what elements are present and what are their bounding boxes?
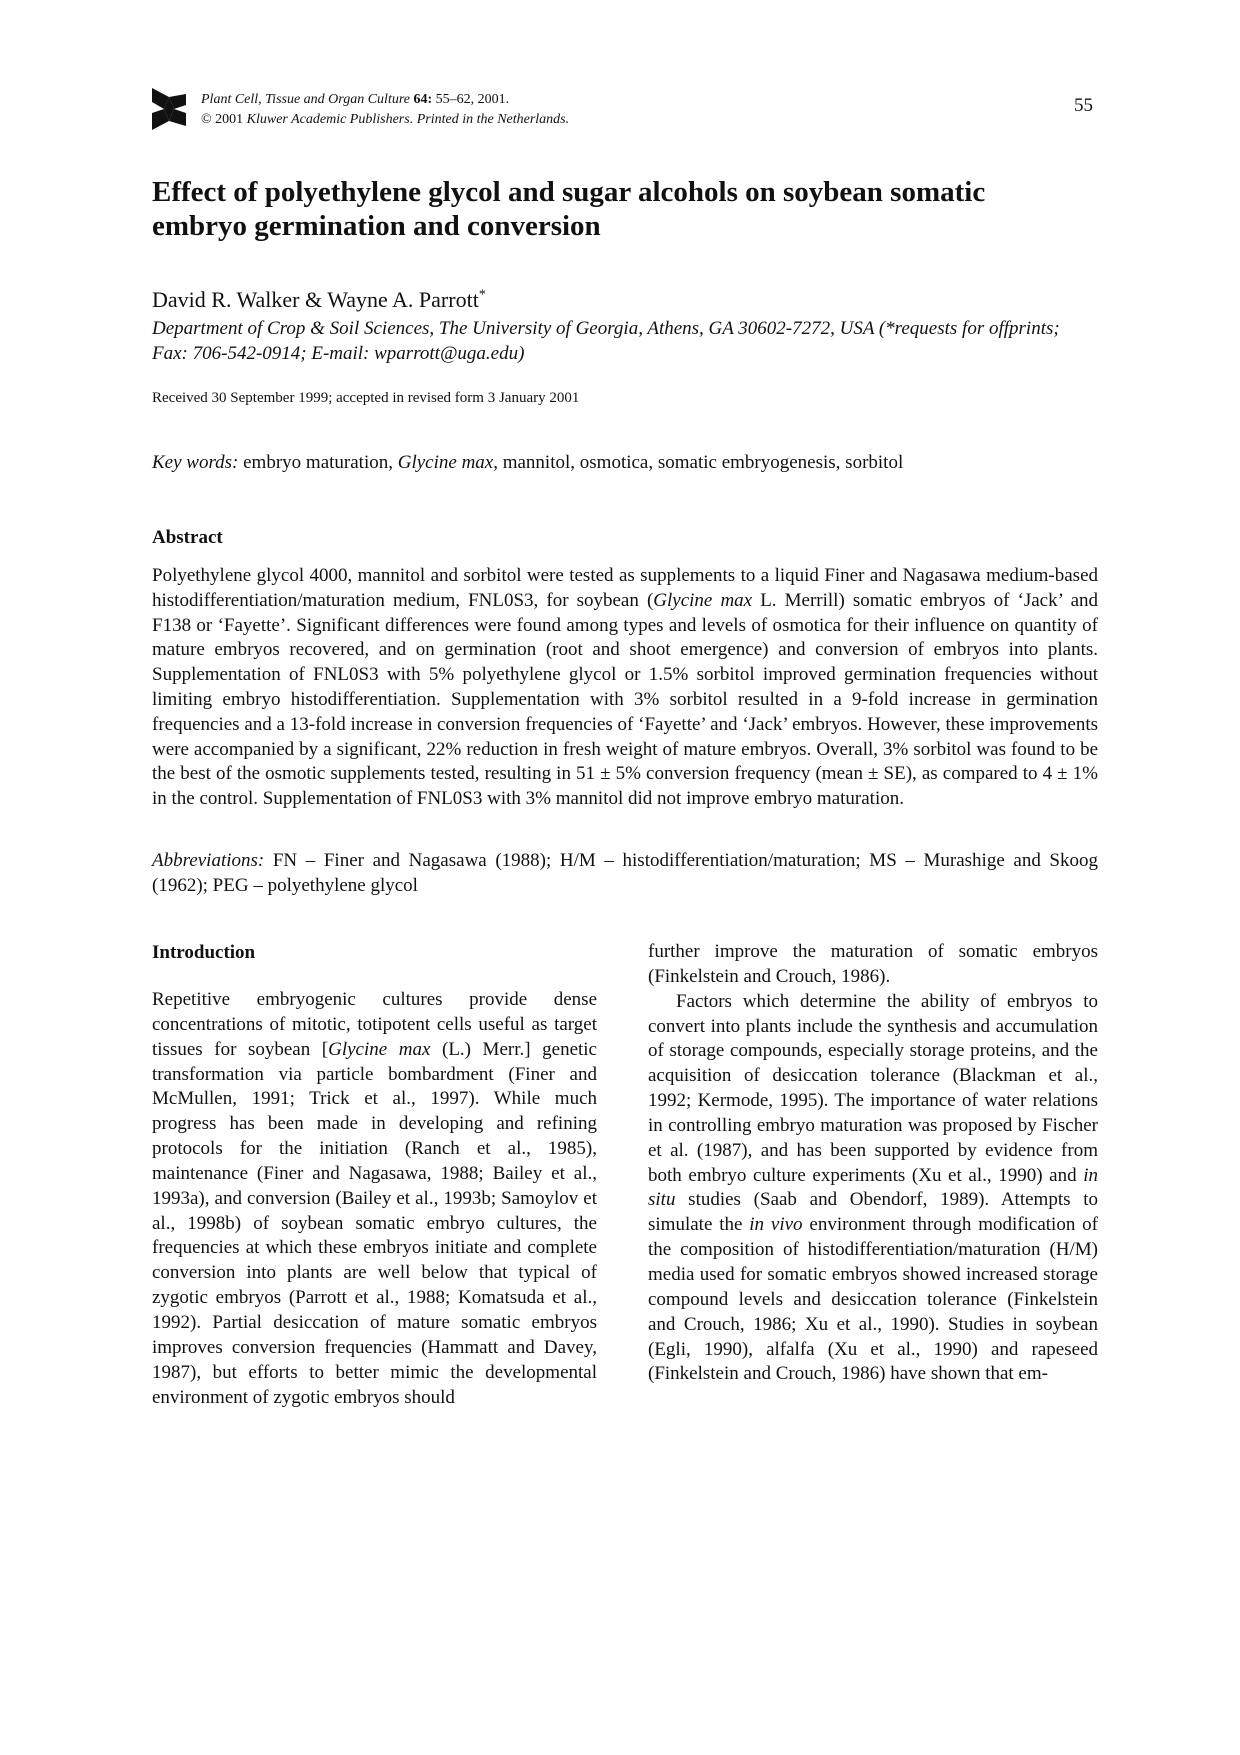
journal-name: Plant Cell, Tissue and Organ Culture: [201, 92, 410, 107]
author-line: [152, 287, 486, 313]
intro-p2-part-c: environment through modification of the composition of histodifferentiation/maturation (H/M) media used for somatic embryos showed increased storage compound levels and desiccation tolerance (Finkelstein and Crouch, 1986; Xu et al., 1990). Studies in soybean (Egli, 1990), alfalfa (Xu et al., 1990) and rapeseed (Finkelstein and Crouch, 1986) have shown that em-: [648, 1214, 1098, 1385]
journal-citation: [201, 90, 569, 130]
publisher-logo-icon: [152, 88, 186, 130]
introduction-heading: Introduction: [152, 942, 256, 963]
abstract-part-2: L. Merrill) somatic embryos of ‘Jack’ and F138 or ‘Fayette’. Significant differences were found among types and levels of osmotica for their influence on quantity of mature embryos recovered, and on germination (root and shoot emergence) and conversion of embryos into plants. Supplementation of FNL0S3 with 5% polyethylene glycol or 1.5% sorbitol improved germination frequencies without limiting embryo histodifferentiation. Supplementation with 3% sorbitol resulted in a 9-fold increase in germination frequencies and a 13-fold increase in conversion frequencies of ‘Fayette’ and ‘Jack’ embryos. However, these improvements were accompanied by a significant, 22% reduction in fresh weight of mature embryos. Overall, 3% sorbitol was found to be the best of the osmotic supplements tested, resulting in 51 ± 5% conversion frequency (mean ± SE), as compared to 4 ± 1% in the control. Supplementation of FNL0S3 with 3% mannitol did not improve embryo maturation.: [152, 589, 1099, 810]
page-number: 55: [1074, 95, 1093, 116]
abstract-heading: Abstract: [152, 527, 223, 548]
keywords-part-3: , mannitol, osmotica, somatic embryogenesis, sorbitol: [493, 452, 904, 473]
abstract-part-1: Polyethylene glycol 4000, mannitol and sorbitol were tested as supplements to a liquid Finer and Nagasawa medium-based histodifferentiation/maturation medium, FNL0S3, for soybean (: [152, 565, 1098, 611]
publisher-name: Kluwer Academic Publishers.: [246, 112, 414, 127]
intro-p1-part-a: Repetitive embryogenic cultures provide dense concentrations of mitotic, totipotent cells useful as target tissues for soybean [: [152, 989, 597, 1060]
keywords-label: Key words:: [152, 452, 239, 473]
intro-p2-part-a: Factors which determine the ability of embryos to convert into plants include the synthesis and accumulation of storage compounds, especially storage proteins, and the acquisition of desiccation tolerance (Blackman et al., 1992; Kermode, 1995). The importance of water relations in controlling embryo maturation was proposed by Fischer et al. (1987), and has been supported by evidence from both embryo culture experiments (Xu et al., 1990) and: [648, 990, 1098, 1186]
intro-paragraph-1: [152, 988, 597, 1410]
intro-p2-part-b: studies (Saab and Obendorf, 1989). Attempts to simulate the: [648, 1189, 1098, 1236]
abbreviations-label: Abbreviations:: [152, 850, 265, 871]
intro-p2-italic-2: in vivo: [749, 1214, 803, 1236]
abbreviations: [152, 848, 1098, 898]
right-column: [648, 940, 1098, 1387]
intro-paragraph-1-continued: further improve the maturation of somatic embryos (Finkelstein and Crouch, 1986).: [648, 941, 1098, 987]
abstract-text: [152, 564, 1098, 812]
printed-note: Printed in the Netherlands.: [416, 112, 570, 127]
copyright-line: [201, 110, 569, 130]
keywords: [152, 452, 903, 474]
article-title: Effect of polyethylene glycol and sugar alcohols on soybean somatic embryo germination and conversion: [152, 176, 986, 242]
copyright-symbol: ©: [201, 112, 212, 127]
abstract-italic: Glycine max: [653, 589, 753, 611]
abbreviations-text: FN – Finer and Nagasawa (1988); H/M – histodifferentiation/maturation; MS – Murashige and Skoog (1962); PEG – polyethylene glycol: [152, 850, 1098, 896]
intro-p1-part-b: (L.) Merr.] genetic transformation via particle bombardment (Finer and McMullen, 1991; Trick et al., 1997). While much progress has been made in developing and refining protocols for the initiation (Ranch et al., 1985), maintenance (Finer and Nagasawa, 1988; Bailey et al., 1993a), and conversion (Bailey et al., 1993b; Samoylov et al., 1998b) of soybean somatic embryo cultures, the frequencies at which these embryos initiate and complete conversion into plants are well below that typical of zygotic embryos (Parrott et al., 1988; Komatsuda et al., 1992). Partial desiccation of mature somatic embryos improves conversion frequencies (Hammatt and Davey, 1987), but efforts to better mimic the developmental environment of zygotic embryos should: [152, 1038, 597, 1408]
affiliation: Department of Crop & Soil Sciences, The University of Georgia, Athens, GA 30602-7272, USA (*requests for offprints; Fax: 706-542-0914; E-mail: wparrott@uga.edu): [152, 318, 1060, 364]
left-column: [152, 940, 597, 1410]
journal-line: [201, 90, 569, 110]
journal-volume: 64:: [413, 92, 433, 107]
keywords-part-1: embryo maturation,: [243, 452, 393, 473]
copyright-year: 2001: [215, 112, 244, 127]
intro-paragraph-2: [648, 990, 1098, 1388]
keywords-part-2: Glycine max: [397, 452, 494, 473]
received-dates: Received 30 September 1999; accepted in revised form 3 January 2001: [152, 390, 580, 406]
intro-p1-italic: Glycine max: [328, 1038, 431, 1060]
corresponding-author-mark: *: [478, 287, 486, 303]
authors: David R. Walker & Wayne A. Parrott: [152, 287, 479, 312]
intro-p2-italic-1: in situ: [648, 1164, 1098, 1211]
journal-pages: 55–62, 2001.: [435, 92, 510, 107]
